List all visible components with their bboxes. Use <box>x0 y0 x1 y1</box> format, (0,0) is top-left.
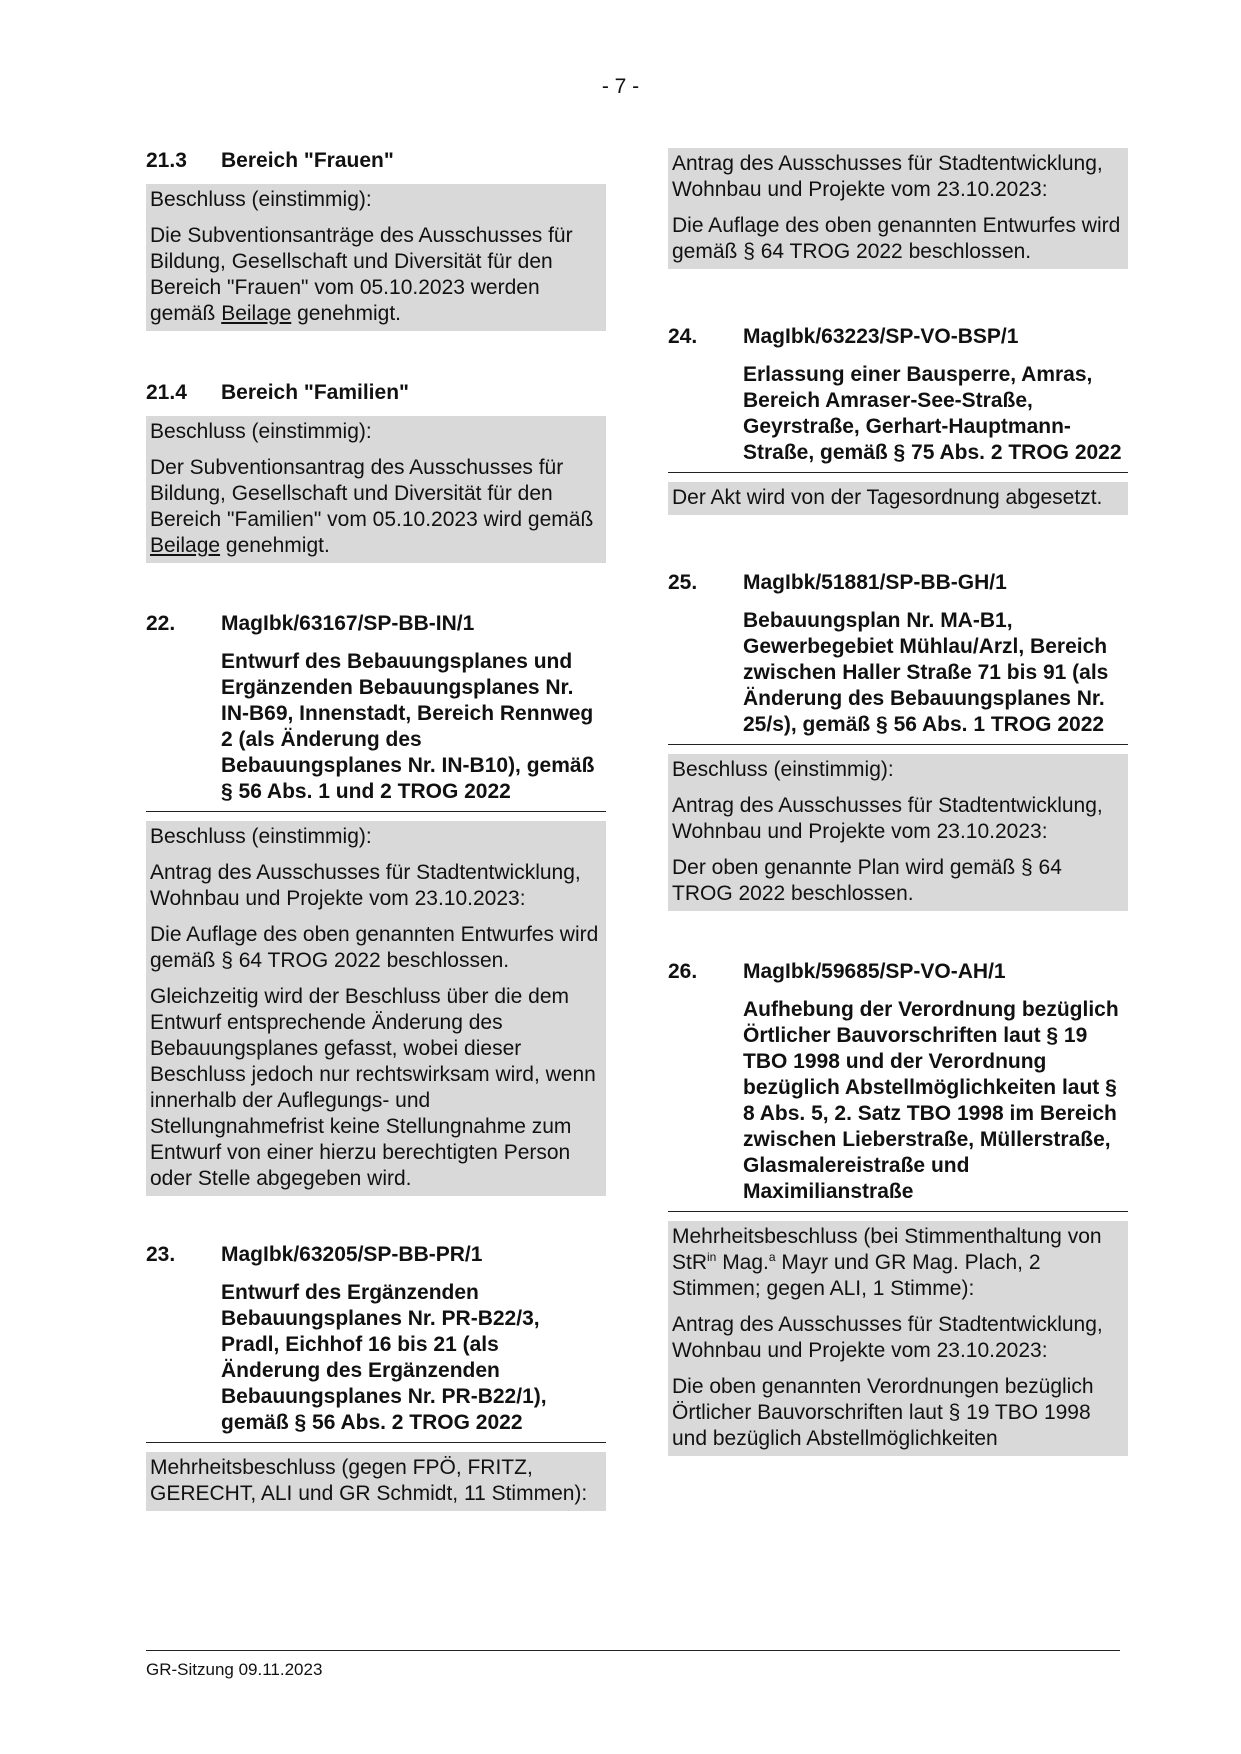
beilage-link[interactable]: Beilage <box>150 534 221 557</box>
resolution-text: Die oben genannten Verordnungen bezüglich Örtlicher Bauvorschriften laut § 19 TBO 1998 und bezüglich Abstellmöglichkeiten <box>672 1375 1094 1450</box>
section-number: 21.4 <box>146 381 187 404</box>
section-title: Bebauungsplan Nr. MA-B1, Gewerbegebiet Mühlau/Arzl, Bereich zwischen Haller Straße 71 bis 91 (als Änderung des Bebauungsplanes Nr. 25/s), gemäß § 56 Abs. 1 TROG 2022 <box>743 609 1109 736</box>
section-title: Erlassung einer Bausperre, Amras, Bereich Amraser-See-Straße, Geyrstraße, Gerhart-Hauptmann-Straße, gemäß § 75 Abs. 2 TROG 2022 <box>743 363 1122 464</box>
section-21-4 <box>146 380 606 563</box>
beilage-link[interactable]: Beilage <box>221 302 292 325</box>
resolution-text: Die Auflage des oben genannten Entwurfes wird gemäß § 64 TROG 2022 beschlossen. <box>672 214 1121 263</box>
section-25 <box>668 570 1128 911</box>
section-title: Bereich "Frauen" <box>221 149 394 172</box>
section-21-3 <box>146 148 606 331</box>
section-reference: MagIbk/59685/SP-VO-AH/1 <box>743 960 1006 983</box>
divider <box>146 1442 606 1443</box>
decision-box <box>668 1221 1128 1456</box>
resolution-text: Der oben genannte Plan wird gemäß § 64 TROG 2022 beschlossen. <box>672 856 1062 905</box>
decision-box <box>146 416 606 563</box>
page-number: - 7 - <box>601 75 640 98</box>
decision-label: Beschluss (einstimmig): <box>150 825 372 848</box>
decision-box <box>668 754 1128 911</box>
section-heading <box>668 959 1128 985</box>
decision-label: Beschluss (einstimmig): <box>672 758 894 781</box>
section-reference: MagIbk/51881/SP-BB-GH/1 <box>743 571 1007 594</box>
divider <box>668 1211 1128 1212</box>
motion-text: Antrag des Ausschusses für Stadtentwicklung, Wohnbau und Projekte vom 23.10.2023: <box>672 152 1103 201</box>
resolution-text: Die Auflage des oben genannten Entwurfes wird gemäß § 64 TROG 2022 beschlossen. <box>150 923 599 972</box>
section-reference: MagIbk/63167/SP-BB-IN/1 <box>221 612 475 635</box>
decision-box <box>146 184 606 331</box>
decision-label: Mehrheitsbeschluss (gegen FPÖ, FRITZ, GERECHT, ALI und GR Schmidt, 11 Stimmen): <box>150 1456 588 1505</box>
decision-text: Die Subventionsanträge des Ausschusses für Bildung, Gesellschaft und Diversität für den Bereich "Frauen" vom 05.10.2023 werden gemäß Beilage genehmigt. <box>150 224 573 325</box>
footer-divider <box>146 1650 1120 1651</box>
decision-box-continued <box>668 148 1128 269</box>
decision-label: Beschluss (einstimmig): <box>150 420 372 443</box>
footer-text: GR-Sitzung 09.11.2023 <box>146 1660 323 1679</box>
decision-label: Mehrheitsbeschluss (bei Stimmenthaltung von StR$^{in}$ Mag.$^a$ Mayr und GR Mag. Plach, 2 Stimmen; gegen ALI, 1 Stimme): <box>672 1225 1102 1300</box>
section-heading <box>668 570 1128 596</box>
section-title: Entwurf des Bebauungsplanes und Ergänzenden Bebauungsplanes Nr. IN-B69, Innenstadt, Bereich Rennweg 2 (als Änderung des Bebauungsplanes Nr. IN-B10), gemäß § 56 Abs. 1 und 2 TROG 2022 <box>221 650 595 803</box>
divider <box>668 472 1128 473</box>
divider <box>668 744 1128 745</box>
section-number: 26. <box>668 960 698 983</box>
decision-box <box>146 1452 606 1511</box>
section-number: 25. <box>668 571 698 594</box>
section-number: 24. <box>668 325 698 348</box>
section-title: Entwurf des Ergänzenden Bebauungsplanes Nr. PR-B22/3, Pradl, Eichhof 16 bis 21 (als Änderung des Ergänzenden Bebauungsplanes Nr. PR-B22/1), gemäß § 56 Abs. 2 TROG 2022 <box>221 1281 547 1434</box>
section-reference: MagIbk/63223/SP-VO-BSP/1 <box>743 325 1019 348</box>
section-24 <box>668 324 1128 515</box>
decision-box <box>146 821 606 1196</box>
left-column <box>146 148 606 1511</box>
section-heading <box>146 148 606 174</box>
decision-label: Beschluss (einstimmig): <box>150 188 372 211</box>
decision-label: Der Akt wird von der Tagesordnung abgesetzt. <box>672 486 1103 509</box>
divider <box>146 811 606 812</box>
decision-box <box>668 482 1128 515</box>
section-22 <box>146 611 606 1196</box>
motion-text: Antrag des Ausschusses für Stadtentwicklung, Wohnbau und Projekte vom 23.10.2023: <box>672 794 1103 843</box>
section-heading <box>668 324 1128 350</box>
section-title: Bereich "Familien" <box>221 381 409 404</box>
section-26 <box>668 959 1128 1456</box>
right-column <box>668 148 1128 1456</box>
decision-text: Der Subventionsantrag des Ausschusses für Bildung, Gesellschaft und Diversität für den Bereich "Familien" vom 05.10.2023 wird gemäß Beilage genehmigt. <box>150 456 594 557</box>
section-number: 22. <box>146 612 176 635</box>
section-number: 23. <box>146 1243 176 1266</box>
section-heading <box>146 611 606 637</box>
section-heading <box>146 380 606 406</box>
section-number: 21.3 <box>146 149 187 172</box>
section-title: Aufhebung der Verordnung bezüglich Örtlicher Bauvorschriften laut § 19 TBO 1998 und der Verordnung bezüglich Abstellmöglichkeiten laut § 8 Abs. 5, 2. Satz TBO 1998 im Bereich zwischen Lieberstraße, Müllerstraße, Glasmalereistraße und Maximilianstraße <box>743 998 1119 1203</box>
resolution-text-2: Gleichzeitig wird der Beschluss über die dem Entwurf entsprechende Änderung des Bebauungsplanes gefasst, wobei dieser Beschluss jedoch nur rechtswirksam wird, wenn innerhalb der Auflegungs- und Stellungnahmefrist keine Stellungnahme zum Entwurf von einer hierzu berechtigten Person oder Stelle abgegeben wird. <box>150 985 596 1190</box>
section-reference: MagIbk/63205/SP-BB-PR/1 <box>221 1243 483 1266</box>
section-heading <box>146 1242 606 1268</box>
motion-text: Antrag des Ausschusses für Stadtentwicklung, Wohnbau und Projekte vom 23.10.2023: <box>150 861 581 910</box>
section-23 <box>146 1242 606 1511</box>
motion-text: Antrag des Ausschusses für Stadtentwicklung, Wohnbau und Projekte vom 23.10.2023: <box>672 1313 1103 1362</box>
